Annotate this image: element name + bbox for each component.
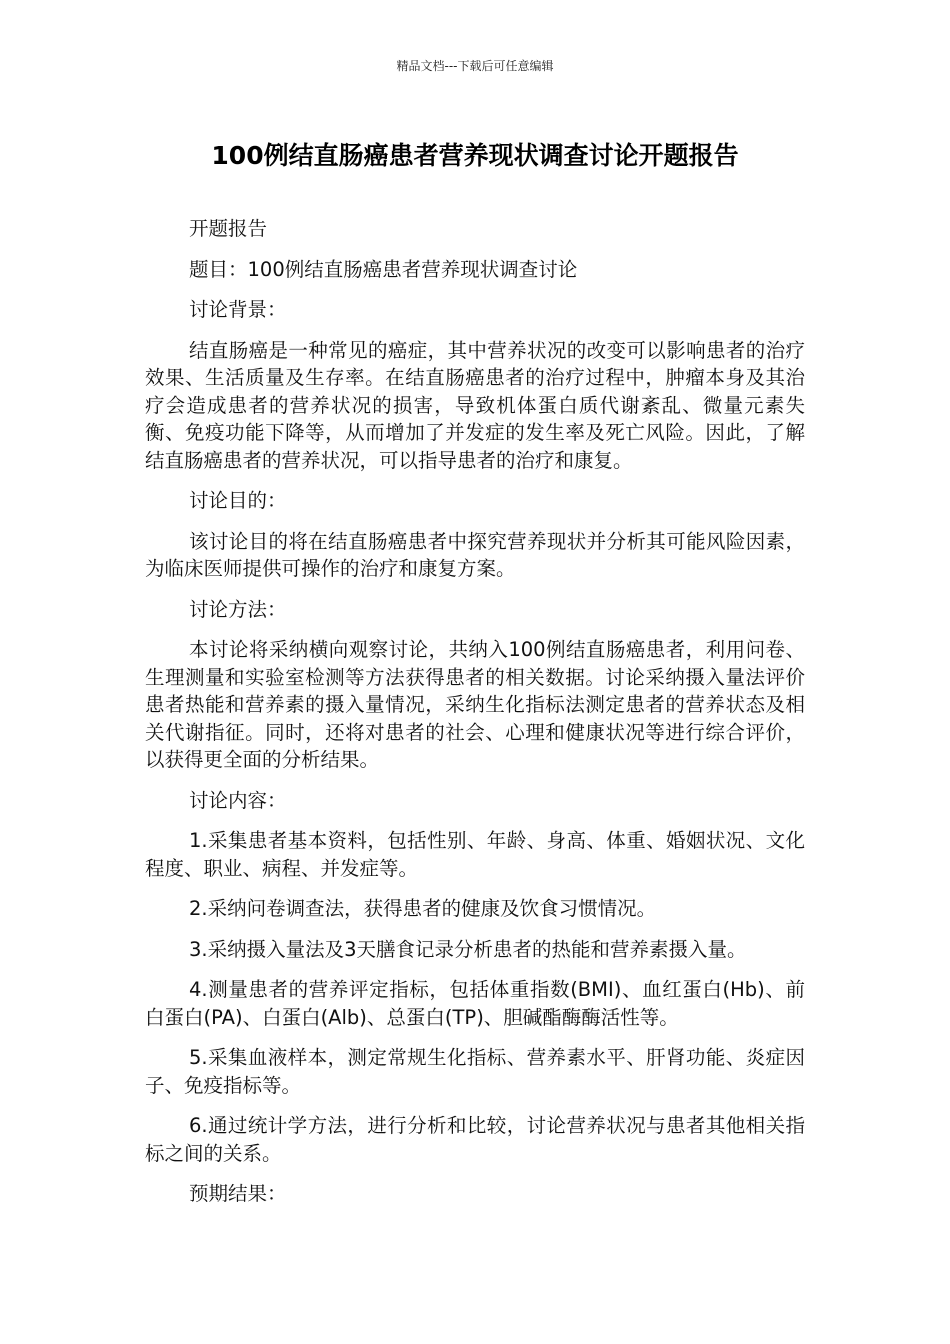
- paragraph-background: 结直肠癌是一种常见的癌症，其中营养状况的改变可以影响患者的治疗效果、生活质量及生存率。在结直肠癌患者的治疗过程中，肿瘤本身及其治疗会造成患者的营养状况的损害，导致机体蛋白质代谢紊乱、微量元素失衡、免疫功能下降等，从而增加了并发症的发生率及死亡风险。因此，了解结直肠癌患者的营养状况，可以指导患者的治疗和康复。: [145, 338, 805, 472]
- heading-content: 讨论内容：: [189, 788, 287, 812]
- document-title: 100例结直肠癌患者营养现状调查讨论开题报告: [211, 141, 739, 170]
- heading-expected-results: 预期结果：: [189, 1182, 287, 1205]
- content-item-6: 6.通过统计学方法，进行分析和比较，讨论营养状况与患者其他相关指标之间的关系。: [145, 1114, 805, 1165]
- document-body: [145, 215, 805, 1221]
- content-item-1: 1.采集患者基本资料，包括性别、年龄、身高、体重、婚姻状况、文化程度、职业、病程、并发症等。: [145, 829, 805, 880]
- page-header: 精品文档---下载后可任意编辑: [396, 59, 554, 73]
- paragraph-proposal-label: 开题报告: [189, 217, 268, 240]
- heading-methods: 讨论方法：: [189, 597, 287, 621]
- content-item-3: 3.采纳摄入量法及3天膳食记录分析患者的热能和营养素摄入量。: [189, 937, 747, 961]
- heading-background: 讨论背景：: [189, 298, 287, 321]
- content-item-5: 5.采集血液样本，测定常规生化指标、营养素水平、肝肾功能、炎症因子、免疫指标等。: [145, 1046, 805, 1097]
- paragraph-methods: 本讨论将采纳横向观察讨论，共纳入100例结直肠癌患者，利用问卷、生理测量和实验室检测等方法获得患者的相关数据。讨论采纳摄入量法评价患者热能和营养素的摄入量情况，采纳生化指标法测定患者的营养状态及相关代谢指征。同时，还将对患者的社会、心理和健康状况等进行综合评价，以获得更全面的分析结果。: [145, 638, 805, 771]
- paragraph-topic: 题目：100例结直肠癌患者营养现状调查讨论: [189, 257, 578, 281]
- content-item-4: 4.测量患者的营养评定指标，包括体重指数(BMI)、血红蛋白(Hb)、前白蛋白(PA)、白蛋白(Alb)、总蛋白(TP)、胆碱酯酶酶活性等。: [145, 978, 805, 1029]
- heading-purpose: 讨论目的：: [189, 489, 287, 512]
- paragraph-purpose: 该讨论目的将在结直肠癌患者中探究营养现状并分析其可能风险因素，为临床医师提供可操作的治疗和康复方案。: [145, 529, 805, 580]
- content-item-2: 2.采纳问卷调查法，获得患者的健康及饮食习惯情况。: [189, 897, 657, 920]
